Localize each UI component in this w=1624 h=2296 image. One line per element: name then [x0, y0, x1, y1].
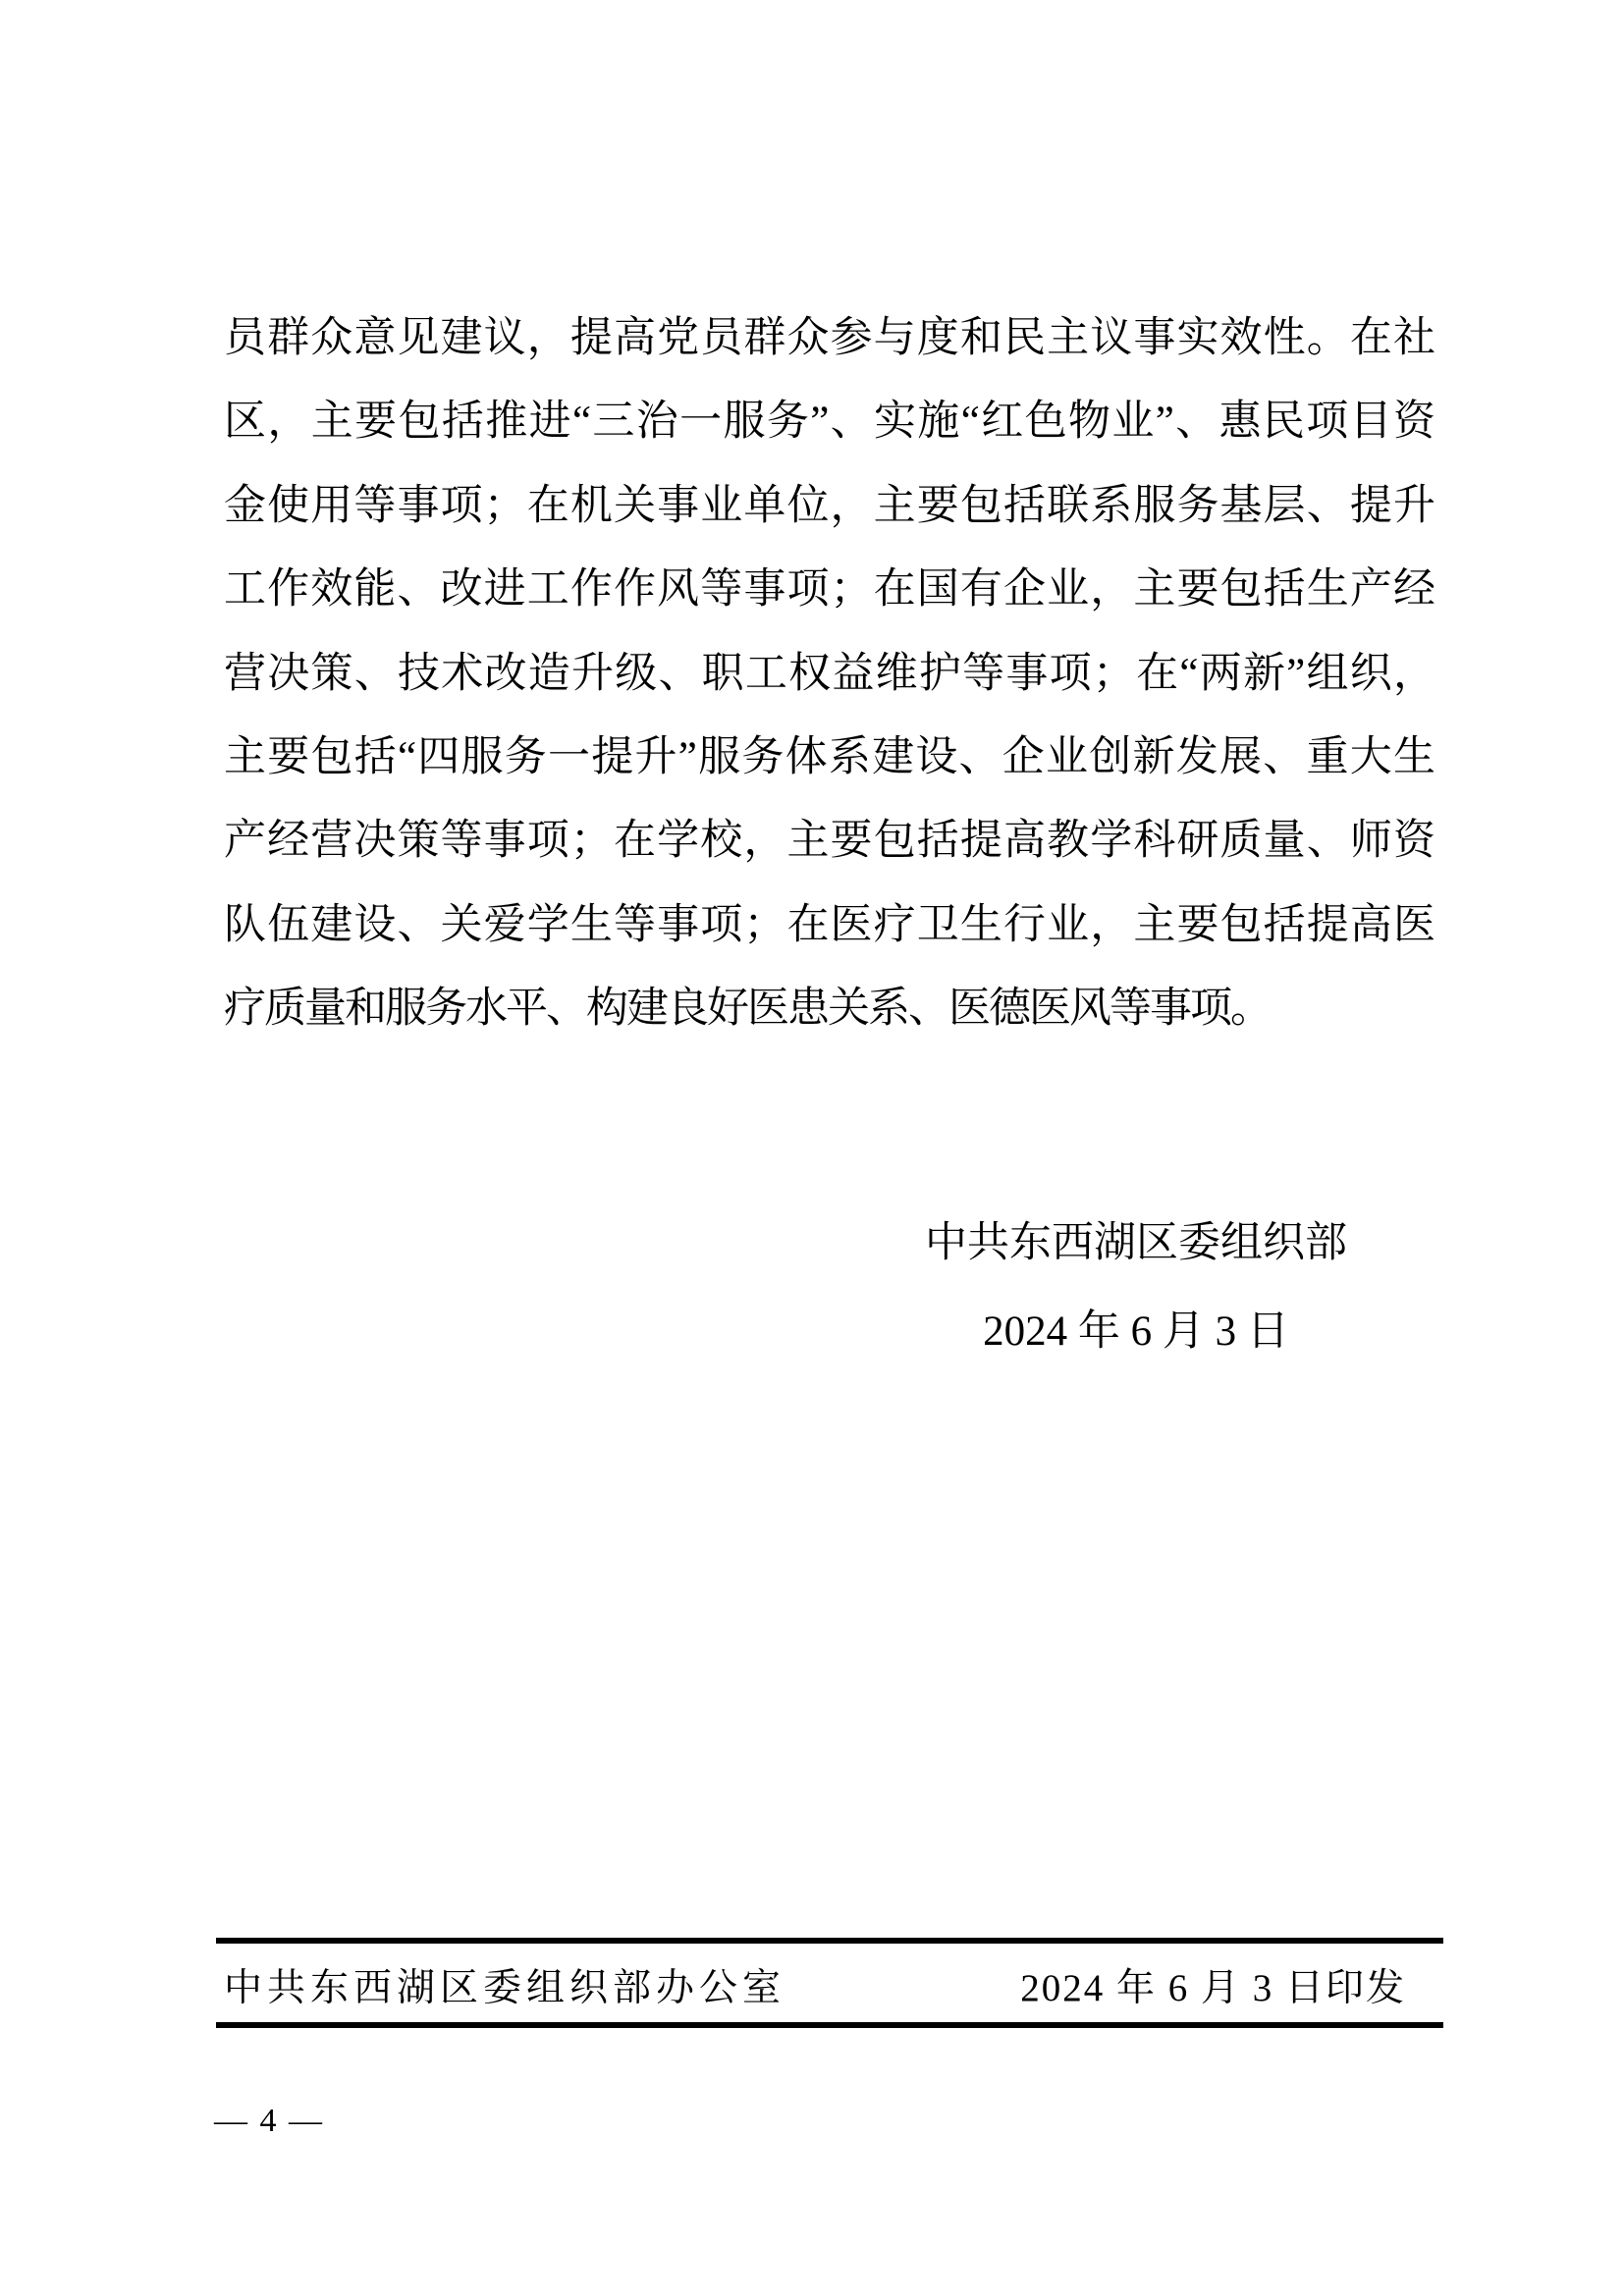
signature-block — [911, 1200, 1361, 1376]
body-line: 疗质量和服务水平、构建良好医患关系、医德医风等事项。 — [224, 986, 1271, 1033]
body-line: 主要包括“四服务一提升”服务体系建设、企业创新发展、重大生 — [224, 734, 1434, 781]
body-line: 金使用等事项；在机关事业单位，主要包括联系服务基层、提升 — [224, 482, 1434, 529]
footer-row — [216, 1961, 1443, 2008]
page-number: — 4 — — [214, 2103, 324, 2139]
footer-top-rule — [216, 1938, 1443, 1944]
body-line: 区，主要包括推进“三治一服务”、实施“红色物业”、惠民项目资 — [224, 399, 1434, 446]
footer-office: 中共东西湖区委组织部办公室 — [224, 1967, 786, 2009]
body-line: 营决策、技术改造升级、职工权益维护等事项；在“两新”组织， — [224, 650, 1434, 697]
body-line: 队伍建设、关爱学生等事项；在医疗卫生行业，主要包括提高医 — [224, 901, 1434, 948]
body-paragraph — [224, 296, 1434, 1051]
footer-bottom-rule — [216, 2022, 1443, 2028]
body-line: 工作效能、改进工作作风等事项；在国有企业，主要包括生产经 — [224, 566, 1434, 614]
signature-date: 2024 年 6 月 3 日 — [983, 1308, 1289, 1355]
body-line: 产经营决策等事项；在学校，主要包括提高教学科研质量、师资 — [224, 818, 1434, 865]
signature-org: 中共东西湖区委组织部 — [925, 1220, 1347, 1266]
body-line: 员群众意见建议，提高党员群众参与度和民主议事实效性。在社 — [224, 315, 1434, 361]
footer-print-date: 2024 年 6 月 3 日印发 — [1020, 1967, 1406, 2009]
